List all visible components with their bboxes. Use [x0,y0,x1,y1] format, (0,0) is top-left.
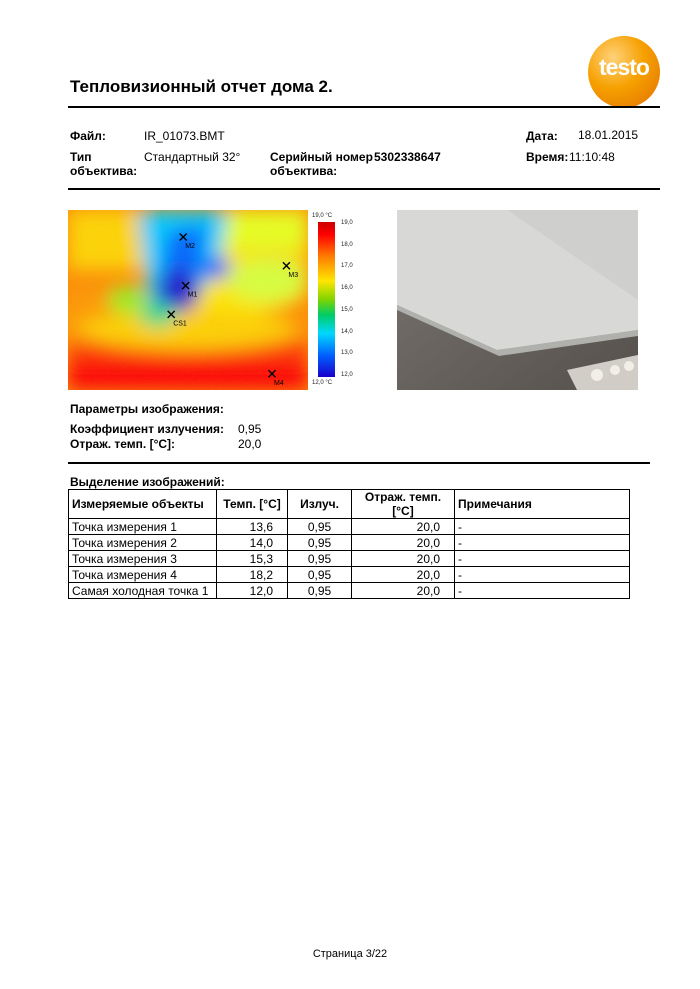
cell-emissivity: 0,95 [288,519,352,535]
temperature-scale-bar [318,222,335,377]
scale-tick-label: 19,0 [341,220,353,226]
cell-emissivity: 0,95 [288,583,352,599]
table-row [69,535,630,551]
cell-reflected-temp: 20,0 [352,567,455,583]
cell-temp: 15,3 [217,551,288,567]
cell-object: Точка измерения 1 [69,519,217,535]
cell-notes: - [455,519,630,535]
scale-bottom-label: 12,0 °C [312,380,333,386]
cell-temp: 14,0 [217,535,288,551]
cell-object: Самая холодная точка 1 [69,583,217,599]
marker-label: M2 [185,243,195,250]
scale-tick-label: 16,0 [341,285,353,292]
col-object: Измеряемые объекты [69,490,217,519]
serial-label-line1: Серийный номер [270,150,373,164]
report-title: Тепловизионный отчет дома 2. [70,77,333,96]
scale-tick-label: 14,0 [341,328,353,335]
cell-notes: - [455,535,630,551]
cell-reflected-temp: 20,0 [352,551,455,567]
col-emissivity: Излуч. [288,490,352,519]
cell-object: Точка измерения 2 [69,535,217,551]
time-label: Время: [526,150,569,164]
thermal-image [68,210,308,390]
file-label: Файл: [70,129,106,143]
params-divider [68,462,650,464]
cell-object: Точка измерения 4 [69,567,217,583]
cell-object: Точка измерения 3 [69,551,217,567]
scale-tick-label: 15,0 [341,306,353,313]
emissivity-value: 0,95 [238,422,262,436]
scale-ticks [341,222,371,377]
cell-reflected-temp: 20,0 [352,535,455,551]
cell-emissivity: 0,95 [288,535,352,551]
marker-label: M3 [288,271,299,279]
measurement-table [68,489,630,599]
cell-emissivity: 0,95 [288,567,352,583]
visual-photo [397,210,638,390]
cell-temp: 13,6 [217,519,288,535]
file-value: IR_01073.BMT [144,129,225,143]
date-value: 18.01.2015 [578,128,639,142]
marker-label: M1 [187,291,198,299]
serial-value: 5302338647 [374,150,441,164]
visual-photo-graphic [397,210,638,390]
reflected-temp-value: 20,0 [238,437,262,451]
reflected-temp-label: Отраж. темп. [°C]: [70,437,176,451]
lens-label-line1: Тип [70,150,92,164]
col-temp: Темп. [°C] [217,490,288,519]
cell-temp: 18,2 [217,567,288,583]
table-row [69,519,630,535]
emissivity-label: Коэффициент излучения: [70,422,224,436]
scale-tick-label: 12,0 [341,372,353,378]
scale-top-label: 19,0 °C [312,213,333,219]
thermal-image-graphic [68,210,308,390]
table-row [69,583,630,599]
time-value: 11:10:48 [569,150,615,164]
scale-tick-label: 13,0 [341,350,353,357]
table-row [69,551,630,567]
measurement-table-body [69,519,630,599]
serial-label-line2: объектива: [270,164,338,178]
cell-emissivity: 0,95 [288,551,352,567]
lens-label-line2: объектива: [70,164,138,178]
date-label: Дата: [526,129,558,143]
scale-tick-label: 18,0 [341,241,353,248]
cell-notes: - [455,551,630,567]
table-row [69,567,630,583]
testo-logo [588,36,660,108]
markers-heading: Выделение изображений: [70,475,225,489]
cell-notes: - [455,567,630,583]
cell-reflected-temp: 20,0 [352,519,455,535]
col-reflected-temp: Отраж. темп. [°C] [352,490,455,519]
cell-temp: 12,0 [217,583,288,599]
cell-notes: - [455,583,630,599]
marker-label: CS1 [173,320,187,328]
info-divider [68,188,660,190]
table-header-row [69,490,630,519]
lens-value: Стандартный 32° [144,150,241,164]
page-number: Страница 3/22 [312,948,388,960]
header-divider [68,106,660,108]
cell-reflected-temp: 20,0 [352,583,455,599]
col-notes: Примечания [455,490,630,519]
params-heading: Параметры изображения: [70,402,224,416]
logo-text: testo [599,54,649,80]
scale-tick-label: 17,0 [341,263,353,270]
marker-label: M4 [274,379,284,387]
